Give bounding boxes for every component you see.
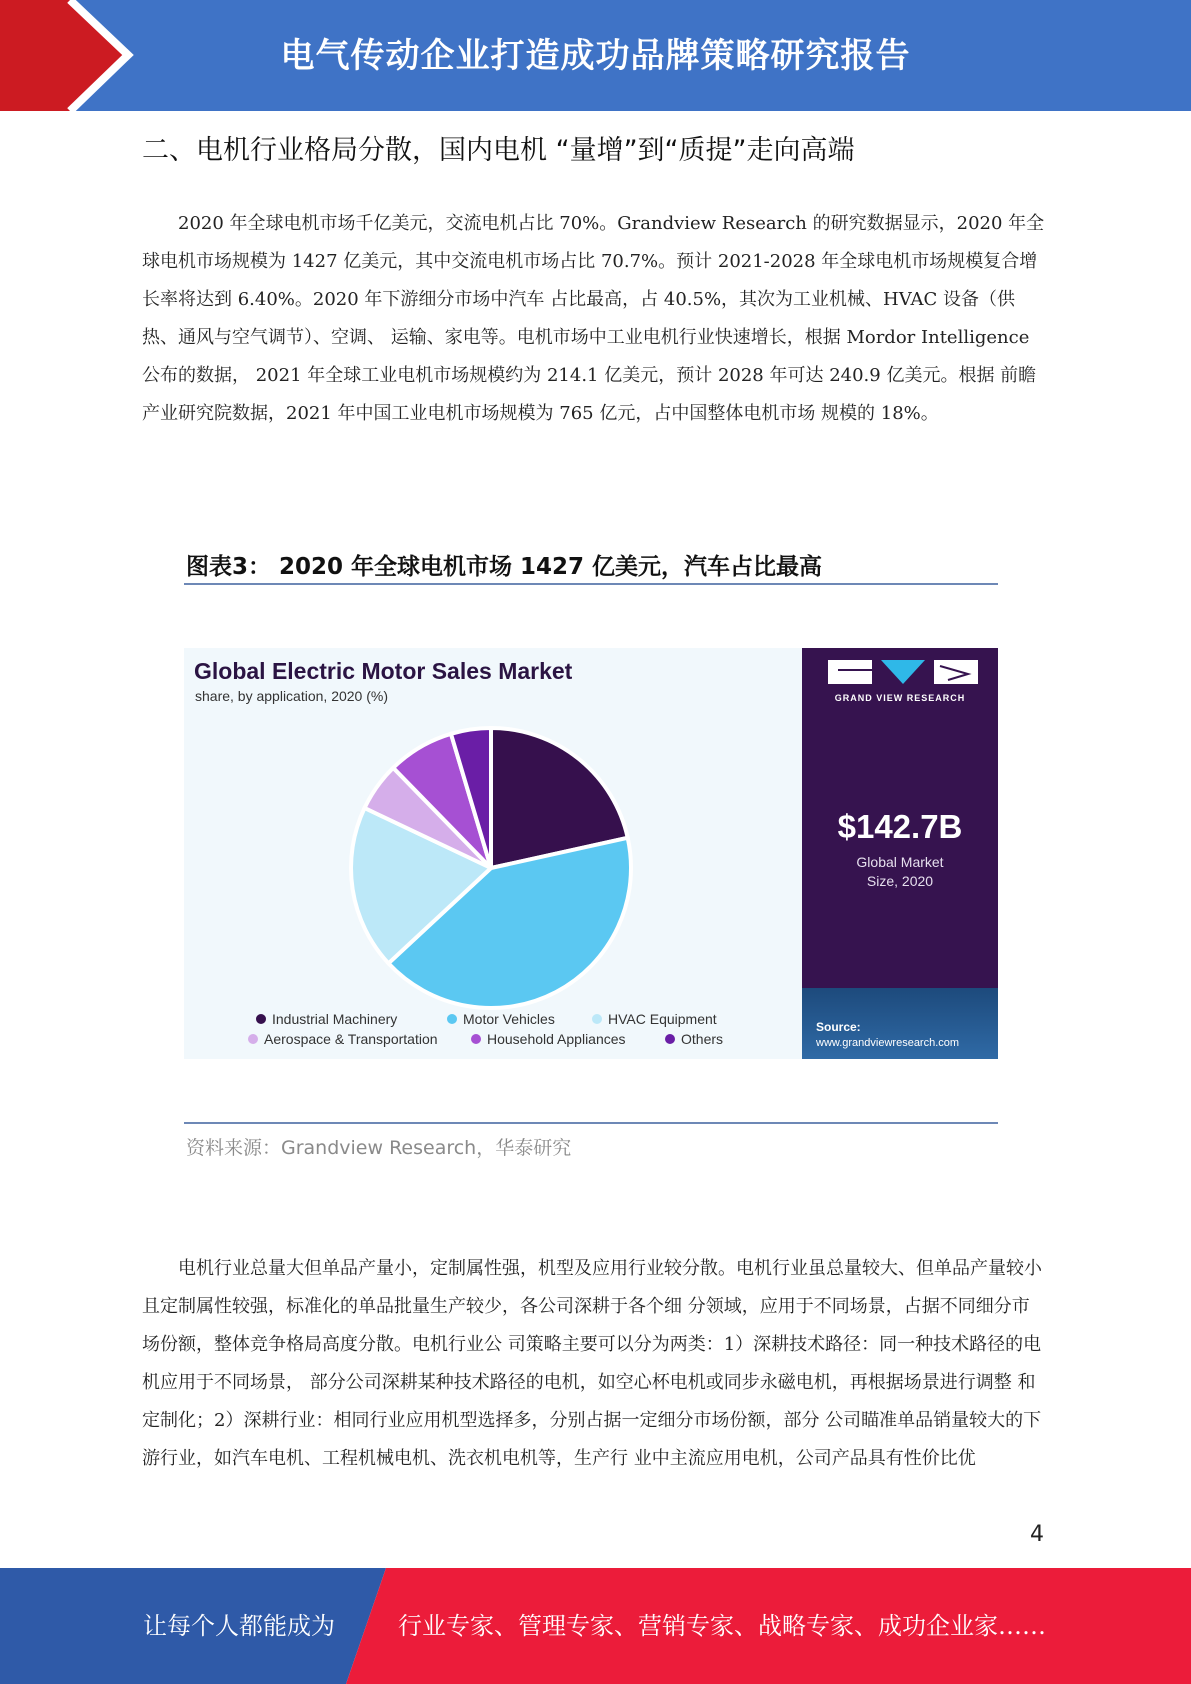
legend-label: Industrial Machinery bbox=[272, 1011, 398, 1027]
market-size-value: $142.7B bbox=[837, 808, 963, 845]
legend-item bbox=[447, 1011, 555, 1027]
legend-item bbox=[248, 1031, 438, 1047]
legend-swatch bbox=[592, 1014, 602, 1024]
body-paragraph-2: 电机行业总量大但单品产量小，定制属性强，机型及应用行业较分散。电机行业虽总量较大、但单品产量较小且定制属性较强，标准化的单品批量生产较少，各公司深耕于各个细 分领域，应用于不同场景，占据不同细分市场份额，整体竞争格局高度分散。电机行业公 司策略主要可以分为两类：1）深耕技术路径：同一种技术路径的电机应用于不同场景， 部分公司深耕某种技术路径的电机，如空心杯电机或同步永磁电机，再根据场景进行调整 和定制化；2）深耕行业：相同行业应用机型选择多，分别占据一定细分市场份额，部分 公司瞄准单品销量较大的下游行业，如汽车电机、工程机械电机、洗衣机电机等，生产行 业中主流应用电机，公司产品具有性价比优 bbox=[142, 1258, 1042, 1469]
chart-panel bbox=[184, 648, 802, 1059]
market-size-label: Global Market Size, 2020 bbox=[856, 854, 944, 889]
report-title: 电气传动企业打造成功品牌策略研究报告 bbox=[280, 36, 911, 76]
footer-slogan-left: 让每个人都能成为 bbox=[143, 1612, 335, 1640]
pie-chart bbox=[346, 723, 636, 1013]
figure-source: 资料来源：Grandview Research，华泰研究 bbox=[186, 1137, 572, 1159]
figure-top-rule bbox=[184, 583, 998, 585]
legend-label: Aerospace & Transportation bbox=[264, 1031, 438, 1047]
chart-title: Global Electric Motor Sales Market bbox=[194, 658, 573, 684]
grand-view-research-logo bbox=[828, 660, 978, 684]
legend-swatch bbox=[665, 1034, 675, 1044]
source-label: Source: bbox=[816, 1020, 861, 1034]
chart-subtitle: share, by application, 2020 (%) bbox=[195, 688, 388, 704]
section-heading: 二、电机行业格局分散，国内电机 “量增”到“质提”走向高端 bbox=[142, 135, 855, 166]
legend-item bbox=[665, 1031, 723, 1047]
header-banner bbox=[0, 0, 1191, 111]
legend-item bbox=[256, 1011, 397, 1027]
body-paragraph-1: 2020 年全球电机市场千亿美元，交流电机占比 70%。Grandview Research 的研究数据显示，2020 年全球电机市场规模为 1427 亿美元，其中交流电机市场占比 70.7%。预计 2021-2028 年全球电机市场规模复合增长率将达到 6.40%。2020 年下游细分市场中汽车 占比最高，占 40.5%，其次为工业机械、HVAC 设备（供热、通风与空气调节）、空调、 运输、家电等。电机市场中工业电机行业快速增长，根据 Mordor Intelligence 公布的数据， 2021 年全球工业电机市场规模约为 214.1 亿美元，预计 2028 年可达 240.9 亿美元。根据 前瞻产业研究院数据，2021 年中国工业电机市场规模为 765 亿元，占中国整体电机市场 规模的 18%。 bbox=[142, 213, 1045, 424]
legend-item bbox=[592, 1011, 717, 1027]
legend-swatch bbox=[256, 1014, 266, 1024]
figure-caption: 图表3： 2020 年全球电机市场 1427 亿美元，汽车占比最高 bbox=[186, 554, 823, 580]
legend-label: Others bbox=[681, 1031, 724, 1047]
footer-slogan-right: 行业专家、管理专家、营销专家、战略专家、成功企业家…… bbox=[398, 1612, 1046, 1640]
legend-label: Household Appliances bbox=[487, 1031, 626, 1047]
legend-label: Motor Vehicles bbox=[463, 1011, 555, 1027]
footer-banner bbox=[0, 1568, 1191, 1684]
legend-swatch bbox=[248, 1034, 258, 1044]
market-size-panel bbox=[802, 648, 998, 1059]
legend-label: HVAC Equipment bbox=[608, 1011, 717, 1027]
legend-swatch bbox=[447, 1014, 457, 1024]
page-number: 4 bbox=[1030, 1522, 1044, 1547]
legend-swatch bbox=[471, 1034, 481, 1044]
brand-name: GRAND VIEW RESEARCH bbox=[834, 693, 966, 703]
source-url: www.grandviewresearch.com bbox=[816, 1037, 960, 1049]
legend-item bbox=[471, 1031, 626, 1047]
figure-bottom-rule bbox=[184, 1122, 998, 1124]
